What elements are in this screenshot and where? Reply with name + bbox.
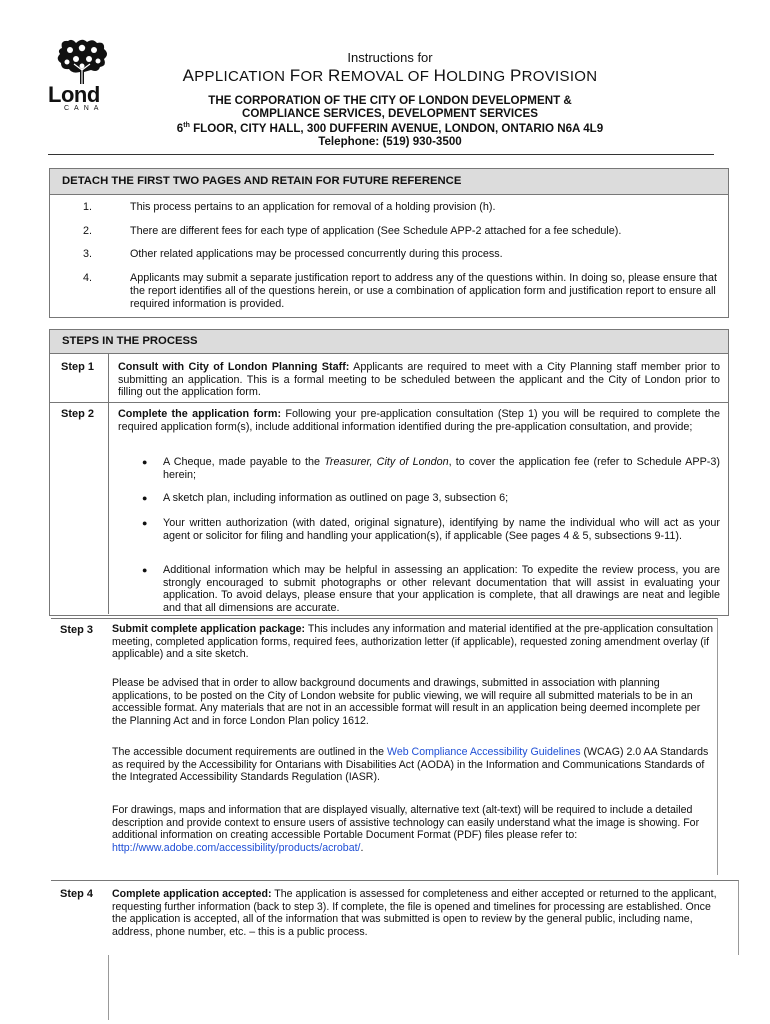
detach-section (49, 168, 729, 318)
item-number: 1. (83, 201, 93, 213)
document-title: APPLICATION FOR REMOVAL OF HOLDING PROVISION (182, 66, 598, 85)
bullet-icon: ● (142, 565, 148, 575)
header-divider (48, 154, 714, 155)
instructions-for-label: Instructions for (347, 50, 433, 65)
steps-heading: STEPS IN THE PROCESS (50, 330, 728, 354)
step-3-section (51, 618, 718, 875)
steps-section (49, 329, 729, 616)
bullet-icon: ● (142, 493, 148, 503)
step-3-text: Submit complete application package: This includes any information and material identified at the pre-application consultation meeting, completed application forms, required fees, authorization letter (if applicable), requested zoning amendment overlay (if applicable) and a site sketch. (112, 623, 713, 661)
step-4-section (51, 880, 739, 955)
bullet-authorization: Your written authorization (with dated, original signature), identifying by name the individual who will act as your agent or solicitor for filing and handling your application(s), if applicable (See pages 4 & 5, subsections 9-11). (163, 517, 720, 542)
item-text: This process pertains to an application for removal of a holding provision (h). (130, 201, 496, 213)
telephone-line: Telephone: (519) 930-3500 (318, 134, 462, 148)
step-1-text: Consult with City of London Planning Staff: Applicants are required to meet with a City Planning staff member prior to submitting an application. This is a formal meeting to be scheduled between the applicant and the City of London prior to filling out the application form. (118, 361, 720, 399)
logo-subtext: CANA (64, 105, 104, 112)
bullet-additional-info: Additional information which may be helpful in assessing an application: To expedite the review process, you are strongly encouraged to submit photographs or other relevant documentation that will assist in evaluating your application. To avoid delays, please ensure that your application is complete, that all drawings are neat and legible and that all dimensions are accurate. (163, 564, 720, 615)
step-1-label: Step 1 (61, 361, 95, 373)
step-2-text: Complete the application form: Following your pre-application consultation (Step 1) you will be required to complete the required application form(s), include additional information identified during the pre-application consultation, and provide; (118, 408, 720, 433)
adobe-accessibility-link[interactable]: http://www.adobe.com/accessibility/products/acrobat/ (112, 842, 361, 855)
bullet-sketch-plan: A sketch plan, including information as outlined on page 3, subsection 6; (163, 492, 509, 504)
step-3-label: Step 3 (60, 624, 94, 636)
step-3-accessibility-paragraph: Please be advised that in order to allow background documents and drawings, submitted in association with planning applications, to be posted on the City of London website for public viewing, we will require all submitted materials to be in an accessible format. Any materials that are not in an accessible format will result in an application being deemed incomplete per the Planning Act and in force London Plan policy 1612. (112, 677, 701, 728)
item-text: Other related applications may be processed concurrently during this process. (130, 248, 503, 260)
step-4-text: Complete application accepted: The application is assessed for completeness and either accepted or returned to the applicant, requesting further information (back to step 3). If complete, the file is opened and timelines for processing are established. Once the application is accepted, all of the information that was submitted is open to review by the general public, including name, address, phone number, etc. – this is a public process. (112, 888, 717, 939)
detach-heading: DETACH THE FIRST TWO PAGES AND RETAIN FOR FUTURE REFERENCE (50, 169, 728, 195)
step-row-divider (50, 402, 728, 403)
item-number: 4. (83, 272, 93, 284)
address-line: 6th FLOOR, CITY HALL, 300 DUFFERIN AVENUE, LONDON, ONTARIO N6A 4L9 (176, 122, 604, 136)
step-4-label: Step 4 (60, 888, 94, 900)
margin-line (108, 955, 109, 1020)
corporation-line-1: THE CORPORATION OF THE CITY OF LONDON DEVELOPMENT & (208, 94, 572, 107)
bullet-icon: ● (142, 518, 148, 528)
logo-wordmark: Lond (48, 82, 100, 107)
item-text: Applicants may submit a separate justification report to address any of the questions within. In doing so, please ensure that the report identifies all of the questions herein, or use a combination of application form and justification report to ensure all required information is provided. (130, 272, 717, 310)
step-3-alt-text-paragraph: For drawings, maps and information that are displayed visually, alternative text (alt-text) will be required to include a detailed description and provide context to ensure users of assistive technology can easily understand what the image is showing. For additional information on creating accessible Portable Document Format (PDF) files please refer to: http://www.adobe.com/accessibility/products/acrobat/. (112, 804, 700, 855)
step-column-divider (108, 354, 109, 614)
wcag-link[interactable]: Web Compliance Accessibility Guidelines (387, 746, 581, 758)
step-3-wcag-paragraph: The accessible document requirements are outlined in the Web Compliance Accessibility Guidelines (WCAG) 2.0 AA Standards as required by the Accessibility for Ontarians with Disabilities Act (AODA) in the Information and Communications Standards of the Integrated Accessibility Standards Regulation (IASR). (112, 746, 709, 784)
corporation-line-2: COMPLIANCE SERVICES, DEVELOPMENT SERVICES (242, 106, 538, 120)
item-number: 3. (83, 248, 93, 260)
bullet-icon: ● (142, 457, 148, 467)
bullet-cheque: A Cheque, made payable to the Treasurer, City of London, to cover the application fee (refer to Schedule APP-3) herein; (163, 456, 720, 481)
corporation-address-block (60, 95, 720, 148)
item-text: There are different fees for each type of application (See Schedule APP-2 attached for a fee schedule). (130, 225, 622, 237)
step-2-label: Step 2 (61, 408, 95, 420)
item-number: 2. (83, 225, 93, 237)
